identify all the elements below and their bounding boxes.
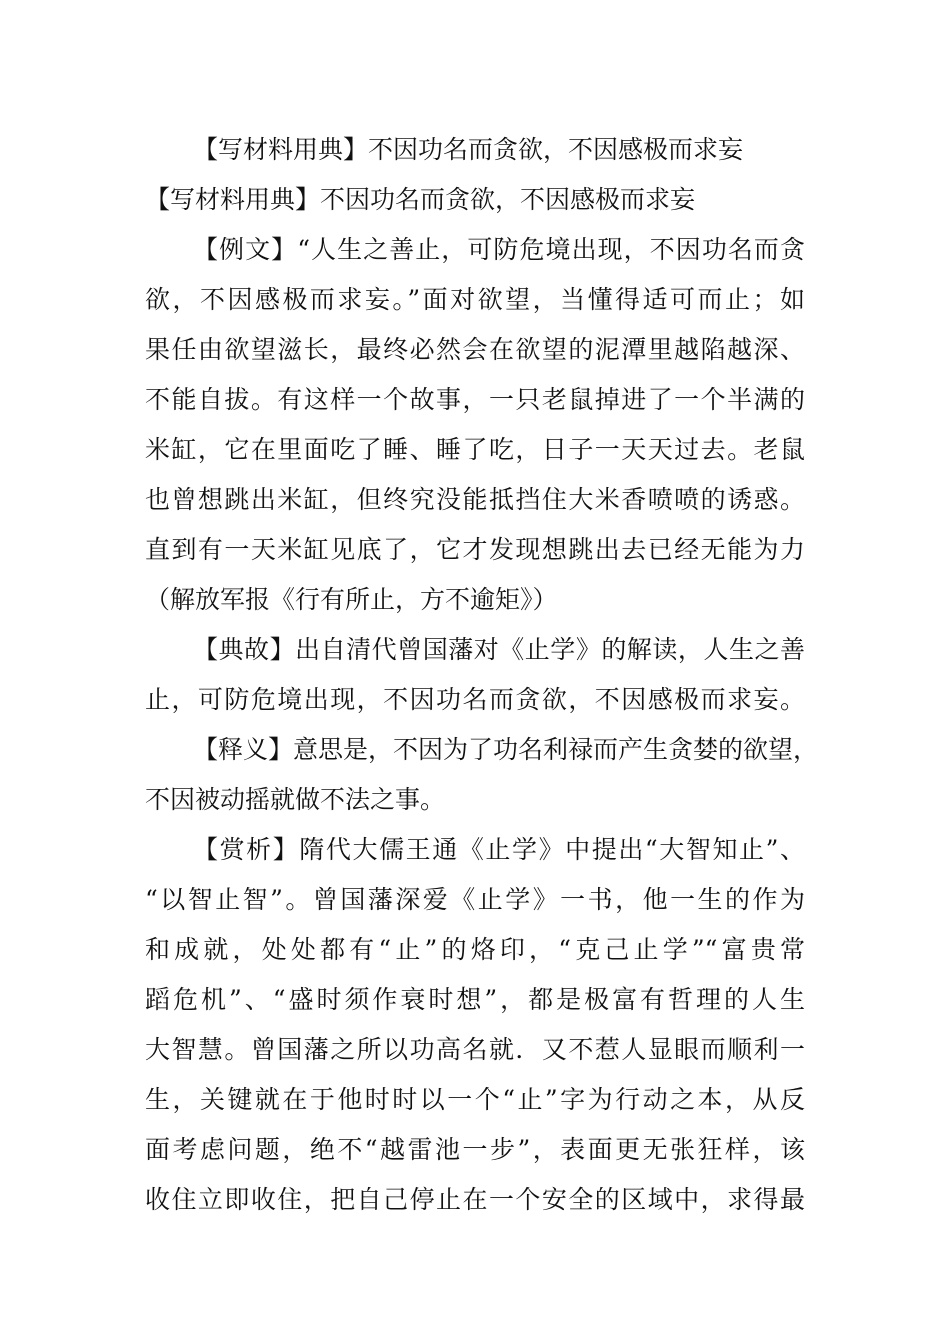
analysis-text-line: “以智止智”。曾国藩深爱《止学》一书，他一生的作为 — [145, 885, 805, 914]
analysis-text-line: 收住立即收住，把自己停止在一个安全的区域中，求得最 — [145, 1185, 805, 1214]
analysis-text-line: 蹈危机”、“盛时须作衰时想”，都是极富有哲理的人生 — [145, 985, 805, 1014]
definition-text-line: 【释义】意思是，不因为了功名利禄而产生贪婪的欲望， — [193, 735, 819, 764]
analysis-text-line: 和成就，处处都有“止”的烙印，“克己止学”“富贵常 — [145, 935, 805, 964]
allusion-text-line: 【典故】出自清代曾国藩对《止学》的解读，人生之善 — [193, 635, 805, 664]
document-subtitle: 【写材料用典】不因功名而贪欲，不因感极而求妄 — [145, 185, 696, 214]
example-text-line: 不能自拔。有这样一个故事，一只老鼠掉进了一个半满的 — [145, 385, 805, 414]
analysis-text-line: 【赏析】隋代大儒王通《止学》中提出“大智知止”、 — [193, 835, 805, 864]
allusion-text-line: 止，可防危境出现，不因功名而贪欲，不因感极而求妄。 — [145, 685, 805, 714]
document-title: 【写材料用典】不因功名而贪欲，不因感极而求妄 — [193, 135, 744, 164]
example-text-line: 【例文】“人生之善止，可防危境出现，不因功名而贪 — [193, 235, 805, 264]
analysis-text-line: 面考虑问题，绝不“越雷池一步”，表面更无张狂样，该 — [145, 1135, 805, 1164]
example-source-line: （解放军报《行有所止，方不逾矩》） — [145, 585, 558, 614]
example-text-line: 也曾想跳出米缸，但终究没能抵挡住大米香喷喷的诱惑。 — [145, 485, 805, 514]
example-text-line: 米缸，它在里面吃了睡、睡了吃，日子一天天过去。老鼠 — [145, 435, 805, 464]
example-text-line: 欲，不因感极而求妄。”面对欲望，当懂得适可而止；如 — [145, 285, 805, 314]
analysis-text-line: 大智慧。曾国藩之所以功高名就．又不惹人显眼而顺利一 — [145, 1035, 805, 1064]
definition-text-line: 不因被动摇就做不法之事。 — [145, 785, 446, 814]
analysis-text-line: 生，关键就在于他时时以一个“止”字为行动之本，从反 — [145, 1085, 805, 1114]
example-text-line: 直到有一天米缸见底了，它才发现想跳出去已经无能为力 — [145, 535, 805, 564]
example-text-line: 果任由欲望滋长，最终必然会在欲望的泥潭里越陷越深、 — [145, 335, 805, 364]
